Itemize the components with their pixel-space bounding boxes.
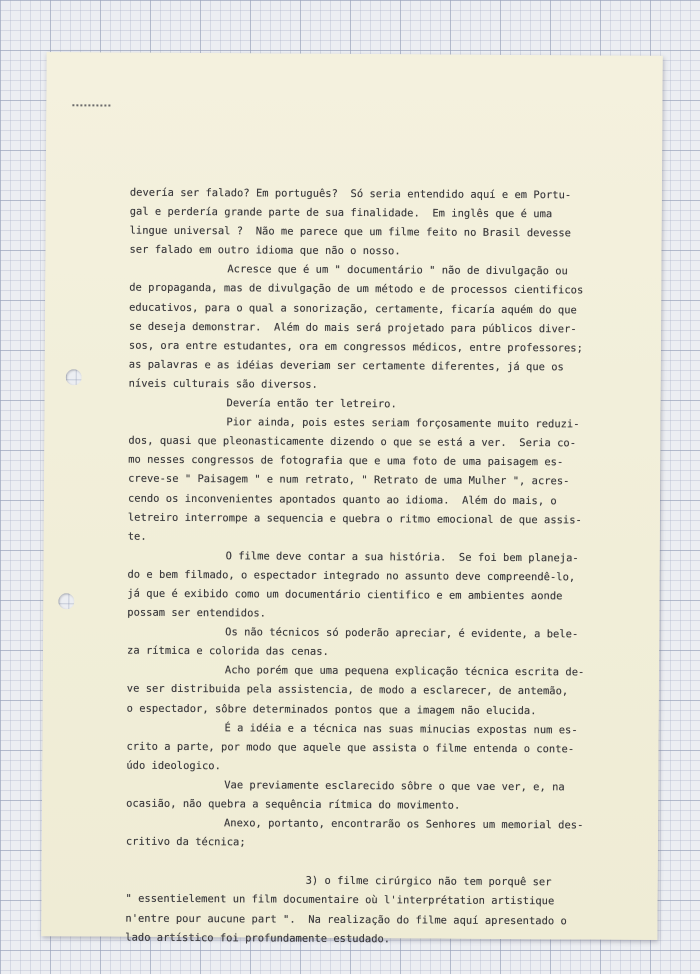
punch-hole-icon	[66, 369, 82, 385]
document-body	[125, 184, 650, 951]
text-line: crito a parte, por modo que aquele que assista o filme entenda o conte-	[126, 740, 575, 756]
text-line: za rítmica e colorida das cenas.	[127, 644, 329, 659]
text-line: educativos, para o qual a sonorização, certamente, ficaría aquém do que	[129, 301, 577, 316]
text-line: Vae previamente esclarecido sôbre o que vae ver, e, na	[224, 779, 565, 794]
text-line: O filme deve contar a sua história. Se foi bem planeja-	[225, 550, 579, 565]
text-line: Acresce que é um " documentário " não de divulgação ou	[227, 263, 568, 278]
text-line: letreiro interrompe a sequencia e quebra o ritmo emocional de que assis-	[127, 511, 582, 526]
text-line: ve ser distribuida pela assistencia, de modo a esclarecer, de antemão,	[126, 683, 569, 698]
punch-hole-icon	[58, 593, 74, 609]
text-line: o espectador, sôbre determinados pontos que a imagem não elucida.	[126, 702, 537, 717]
text-line: níveis culturais são diversos.	[128, 377, 318, 391]
text-line: ser falado em outro idioma que não o nosso.	[129, 243, 401, 258]
text-line: Anexo, portanto, encontrarão os Senhores um memorial des-	[223, 817, 584, 832]
text-line: de propaganda, mas de divulgação de um método e de processos cientificos	[129, 282, 584, 297]
text-line: lingue universal ? Não me parece que um filme feito no Brasil devesse	[129, 224, 572, 240]
text-line: creve-se " Paisagem " e num retrato, " Retrato de uma Mulher ", acres-	[128, 473, 570, 488]
text-line: dos, quasi que pleonasticamente dizendo o que se está a ver. Seria co-	[128, 434, 577, 450]
text-line: te.	[127, 530, 147, 543]
text-line: n'entre pour aucune part ". Na realização do filme aquí apresentado o	[125, 912, 567, 927]
text-line: Acho porém que uma pequena explicação técnica escrita de-	[224, 664, 585, 679]
text-line: " essentielement un film documentaire où l'interprétation artistique	[125, 893, 555, 908]
text-line: possam ser entendidos.	[127, 606, 267, 620]
pencil-mark	[72, 104, 110, 108]
text-line: as palavras e as idéias deveriam ser certamente diferentes, já que os	[128, 358, 564, 374]
text-line: É a idéia e a técnica nas suas minucias expostas num es-	[224, 721, 578, 737]
text-line: ocasião, não quebra a sequência rítmica do movimento.	[126, 797, 461, 812]
text-line: devería ser falado? Em português? Só seria entendido aquí e em Portu-	[129, 186, 572, 202]
text-line: já que é exibido como um documentário cientifico e em ambientes aonde	[127, 587, 563, 603]
text-line: critivo da técnica;	[125, 835, 246, 849]
text-line: Pior ainda, pois estes seriam forçosamente muito reduzi-	[226, 416, 580, 431]
text-line: sos, ora entre estudantes, ora em congressos médicos, entre professores;	[128, 339, 583, 355]
typewritten-page	[41, 52, 662, 945]
text-line: 3) o filme cirúrgico não tem porquê ser	[305, 875, 552, 889]
text-line: se deseja demonstrar. Além do mais será projetado para públicos diver-	[128, 320, 577, 336]
text-line: Os não técnicos só poderão apreciar, é evidente, a bele-	[225, 626, 579, 641]
text-line: cendo os inconvenientes apontados quanto ao idioma. Além do mais, o	[127, 492, 557, 507]
text-line: gal e perdería grande parte de sua finalidade. Em inglês que é uma	[129, 205, 553, 221]
text-line: mo nesses congressos de fotografia que e uma foto de uma paisagem es-	[128, 453, 564, 469]
text-line: do e bem filmado, o espectador integrado no assunto deve compreendê-lo,	[127, 568, 576, 584]
text-line: údo ideologico.	[126, 759, 221, 773]
text-line: lado artístico foi profundamente estudado.	[125, 931, 391, 945]
text-line: Devería então ter letreiro.	[226, 397, 397, 411]
